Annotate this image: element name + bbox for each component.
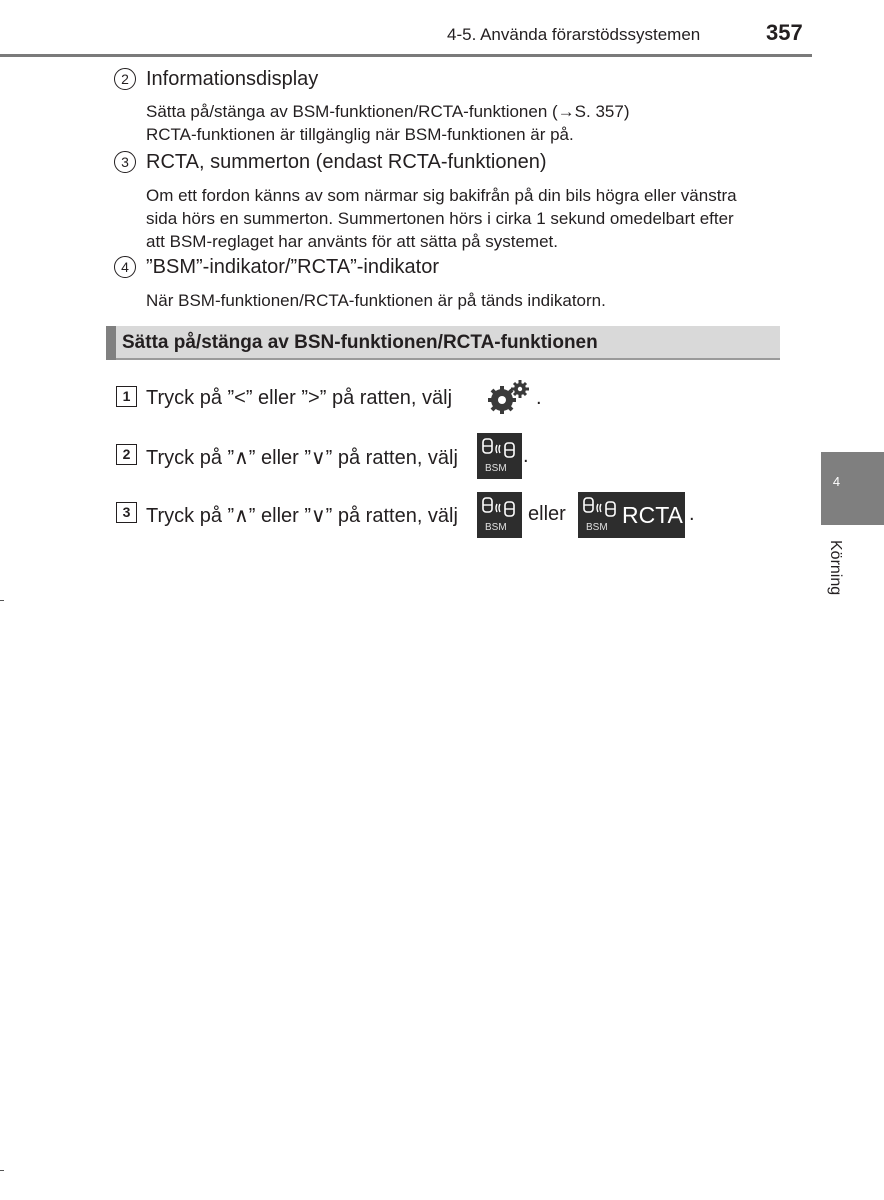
item-body-line: När BSM-funktionen/RCTA-funktionen är på tänds indikatorn. — [146, 291, 606, 310]
step-number-box: 3 — [116, 502, 137, 523]
bsm-label: BSM — [485, 463, 507, 474]
bsm-label: BSM — [485, 522, 507, 533]
item-body-line: att BSM-reglaget har använts för att sätta på systemet. — [146, 232, 558, 251]
item-number-circle: 2 — [114, 68, 136, 90]
step-end: . — [523, 445, 529, 467]
settings-gears-icon — [482, 378, 532, 418]
bsm-rcta-icon — [578, 492, 685, 538]
step-text: Tryck på ”<” eller ”>” på ratten, välj — [146, 387, 453, 409]
header-rule — [0, 54, 812, 57]
item-body — [146, 289, 606, 312]
item-body-line: RCTA-funktionen är tillgänglig när BSM-funktionen är på. — [146, 125, 574, 144]
step-number-box: 1 — [116, 386, 137, 407]
item-body — [146, 100, 630, 146]
rcta-label: RCTA — [622, 502, 683, 528]
bsm-label: BSM — [586, 522, 608, 533]
step-end: . — [689, 503, 695, 525]
step-end: . — [536, 387, 542, 409]
page-number: 357 — [766, 20, 803, 45]
step-text: Tryck på ”∧” eller ”∨” på ratten, välj — [146, 505, 458, 527]
item-body-line: sida hörs en summerton. Summertonen hörs i cirka 1 sekund omedelbart efter — [146, 209, 734, 228]
item-title: Informationsdisplay — [146, 68, 319, 90]
item-title: RCTA, summerton (endast RCTA-funktionen) — [146, 151, 547, 173]
item-title: ”BSM”-indikator/”RCTA”-indikator — [146, 256, 440, 278]
chapter-tab — [821, 452, 884, 525]
crop-mark — [0, 600, 4, 601]
section-heading-bar — [106, 326, 780, 360]
crop-mark — [0, 1170, 4, 1171]
step-text: Tryck på ”∧” eller ”∨” på ratten, välj — [146, 447, 458, 469]
header-section-title: 4-5. Använda förarstödssystemen — [447, 25, 701, 44]
item-body-line: Om ett fordon känns av som närmar sig bakifrån på din bils högra eller vänstra — [146, 186, 737, 205]
section-heading: Sätta på/stänga av BSN-funktionen/RCTA-funktionen — [122, 332, 598, 353]
item-number-circle: 4 — [114, 256, 136, 278]
section-heading-accent — [106, 326, 116, 360]
bsm-icon — [477, 492, 522, 538]
item-number-circle: 3 — [114, 151, 136, 173]
item-body — [146, 184, 737, 253]
chapter-number: 4 — [832, 474, 841, 489]
item-body-line: Sätta på/stänga av BSM-funktionen/RCTA-funktionen (→S. 357) — [146, 102, 630, 121]
chapter-label: Körning — [827, 540, 844, 596]
bsm-icon — [477, 433, 522, 479]
step-number-box: 2 — [116, 444, 137, 465]
step-connector: eller — [528, 503, 566, 525]
